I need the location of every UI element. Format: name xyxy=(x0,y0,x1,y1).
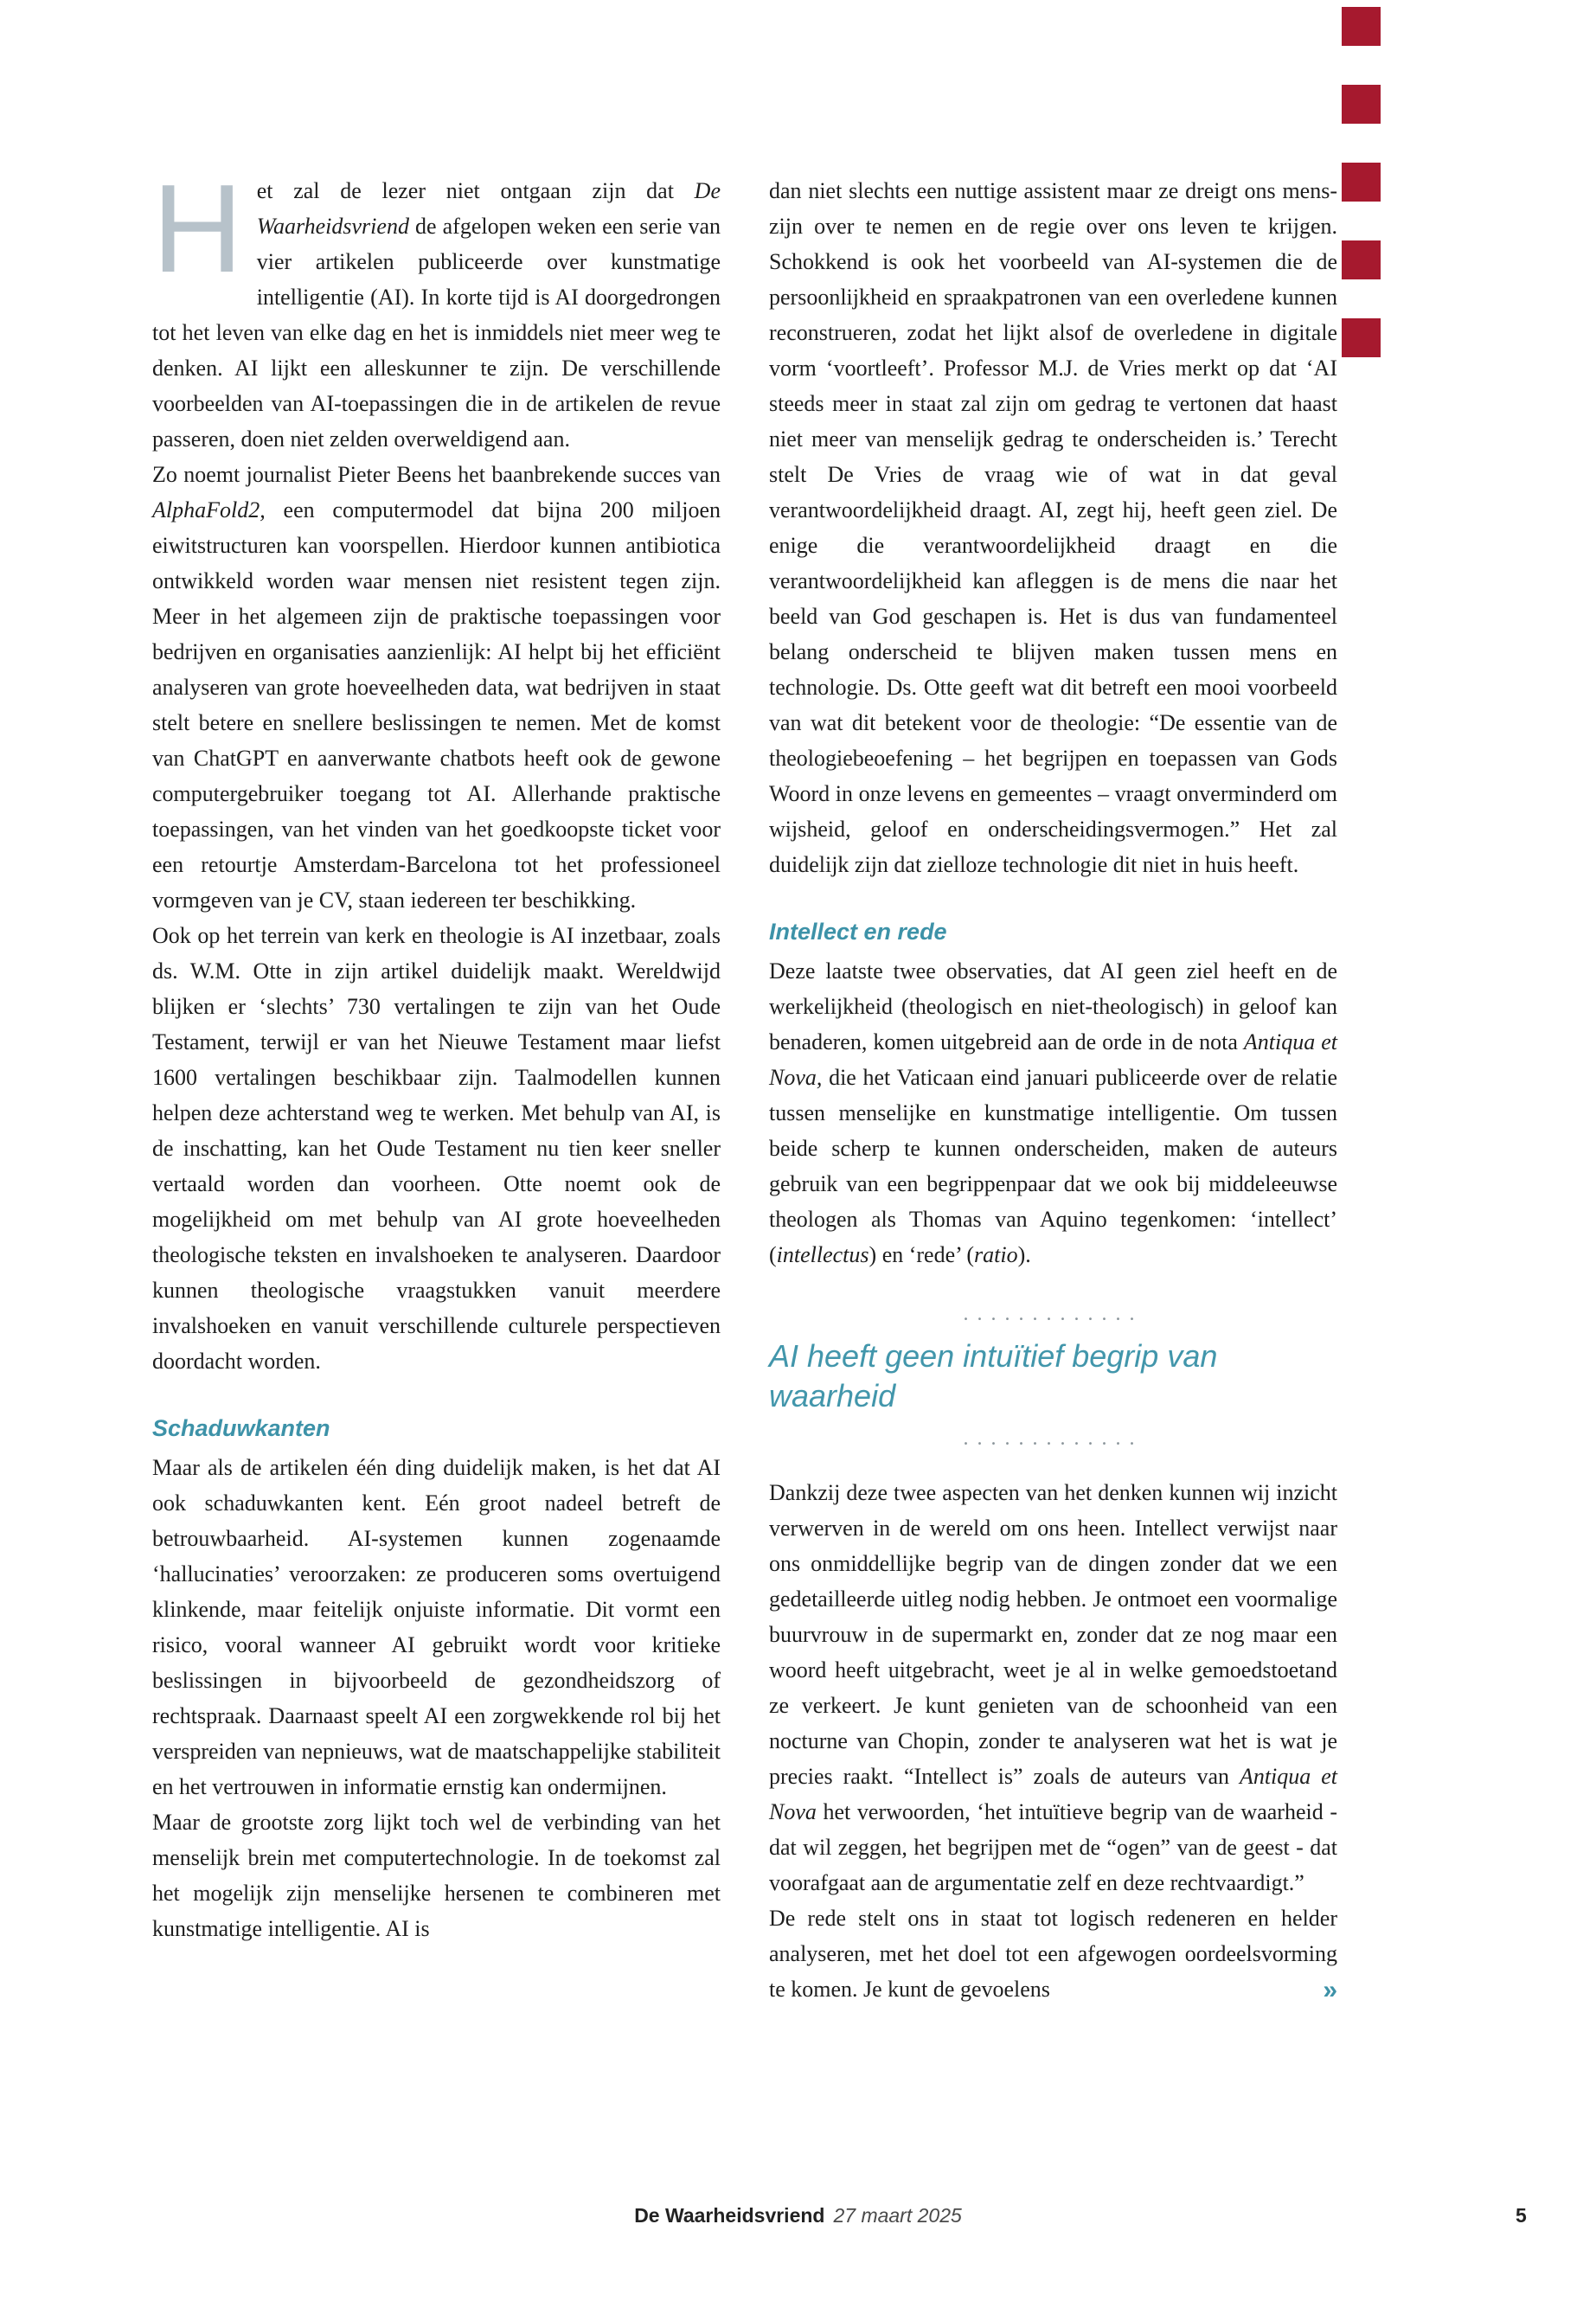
text-run: Deze laatste twee observaties, dat AI geen ziel heeft en de werkelijkheid (theologisch en niet-theologisch) in geloof kan benaderen, komen uitgebreid aan de orde in de nota xyxy=(769,958,1337,1054)
drop-cap: H xyxy=(152,158,243,298)
publication-name: De Waarheidsvriend xyxy=(634,2204,825,2227)
article-body xyxy=(152,158,1338,2007)
red-square xyxy=(1342,163,1381,202)
text-run: ) en ‘rede’ ( xyxy=(869,1242,975,1267)
red-square xyxy=(1342,85,1381,124)
text-run: Antiqua et Nova, xyxy=(769,1029,1338,1090)
text-run: AlphaFold2, xyxy=(152,497,266,522)
text-run: Zo noemt journalist Pieter Beens het baanbrekende succes van xyxy=(152,462,721,487)
page-footer xyxy=(0,2203,1596,2227)
text-run: dan niet slechts een nuttige assistent maar ze dreigt ons mens-zijn over te nemen en de regie over ons leven te krijgen. Schokkend is ook het voorbeeld van AI-systemen die de persoonlijkheid en spraakpatronen van een overledene kunnen reconstrueren, zodat het lijkt alsof de overledene in digitale vorm ‘voortleeft’. Professor M.J. de Vries merkt op dat ‘AI steeds meer in staat zal zijn om gedrag te vertonen dat haast niet meer van menselijk gedrag te onderscheiden is.’ Terecht stelt De Vries de vraag wie of wat in dat geval verantwoordelijkheid draagt. AI, zegt hij, heeft geen ziel. De enige die verantwoordelijkheid draagt en die verantwoordelijkheid kan afleggen is de mens die naar het beeld van God geschapen is. Het is dus van fundamenteel belang onderscheid te blijven maken tussen mens en technologie. Ds. Otte geeft wat dit betreft een mooi voorbeeld van wat dit betekent voor de theologie: “De essentie van de theologiebeoefening – het begrijpen en toepassen van Gods Woord in onze levens en gemeentes – vraagt onverminderd om wijsheid, geloof en onderscheidingsvermogen.” Het zal duidelijk zijn dat zielloze technologie dit niet in huis heeft. xyxy=(769,178,1337,877)
text-run: het verwoorden, ‘het intuïtieve begrip van de waarheid - dat wil zeggen, het begrijpen met de “ogen” van de geest - dat voorafgaat aan de argumentatie zelf en deze rechtvaardigt.” xyxy=(769,1799,1337,1895)
text-run: et zal de lezer niet ontgaan zijn dat xyxy=(256,178,695,203)
page-number: 5 xyxy=(1516,2204,1527,2227)
dotted-divider: ............. xyxy=(963,1427,1144,1450)
issue-date: 27 maart 2025 xyxy=(833,2204,962,2227)
text-run: De rede stelt ons in staat tot logisch redeneren en helder analyseren, met het doel tot een afgewogen oordeelsvorming te komen. Je kunt de gevoelens xyxy=(769,1906,1337,2002)
paragraph xyxy=(769,1475,1337,1900)
pull-quote-block xyxy=(769,1304,1337,1449)
text-run: ratio xyxy=(974,1242,1018,1267)
paragraph xyxy=(152,918,721,1379)
section-heading: Intellect en rede xyxy=(769,919,947,945)
text-run: Maar als de artikelen één ding duidelijk maken, is het dat AI ook schaduwkanten kent. Eén groot nadeel betreft de betrouwbaarheid. AI-systemen kunnen zogenaamde ‘hallucinaties’ veroorzaken: ze produceren soms overtuigend klinkende, maar feitelijk onjuiste informatie. Dit vormt een risico, vooral wanneer AI gebruikt wordt voor kritieke beslissingen in bijvoorbeeld de gezondheidszorg of rechtspraak. Daarnaast speelt AI een zorgwekkende rol bij het verspreiden van nepnieuws, wat de maatschappelijke stabiliteit en het vertrouwen in informatie ernstig kan ondermijnen. xyxy=(152,1455,721,1799)
continued-marker: » xyxy=(1323,1976,1337,2004)
paragraph xyxy=(152,1804,721,1946)
red-squares xyxy=(1342,7,1381,357)
pull-quote: AI heeft geen intuïtief begrip van waarheid xyxy=(769,1338,1218,1413)
paragraph xyxy=(152,1450,721,1804)
text-run: intellectus xyxy=(776,1242,869,1267)
paragraph xyxy=(152,457,721,918)
text-run: Ook op het terrein van kerk en theologie is AI inzetbaar, zoals ds. W.M. Otte in zijn artikel duidelijk maakt. Wereldwijd blijken er ‘slechts’ 730 vertalingen te zijn van het Oude Testament, terwijl er van het Nieuwe Testament maar liefst 1600 vertalingen beschikbaar zijn. Taalmodellen kunnen helpen deze achterstand weg te werken. Met behulp van AI, is de inschatting, kan het Oude Testament nu tien keer sneller vertaald worden dan voorheen. Otte noemt ook de mogelijkheid om met behulp van AI grote hoeveelheden theologische teksten en invalshoeken te analyseren. Daardoor kunnen theologische vraagstukken vanuit meerdere invalshoeken en vanuit verschillende culturele perspectieven doordacht worden. xyxy=(152,923,721,1374)
text-run: Dankzij deze twee aspecten van het denken kunnen wij inzicht verwerven in de wereld om ons heen. Intellect verwijst naar ons onmiddellijke begrip van de dingen zonder dat we een gedetailleerde uitleg nodig hebben. Je ontmoet een voormalige buurvrouw in de supermarkt en, zonder dat ze nog maar een woord heeft uitgebracht, weet je al in welke gemoedstoetand ze verkeert. Je kunt genieten van de schoonheid van een nocturne van Chopin, zonder te analyseren wat het is wat je precies raakt. “Intellect is” zoals de auteurs van xyxy=(769,1480,1337,1789)
text-run: een computermodel dat bijna 200 miljoen eiwitstructuren kan voorspellen. Hierdoor kunnen antibiotica ontwikkeld worden waar mensen niet resistent tegen zijn. Meer in het algemeen zijn de praktische toepassingen voor bedrijven en organisaties aanzienlijk: AI helpt bij het efficiënt analyseren van grote hoeveelheden data, wat bedrijven in staat stelt betere en snellere beslissingen te nemen. Met de komst van ChatGPT en aanverwante chatbots heeft ook de gewone computergebruiker toegang tot AI. Allerhande praktische toepassingen, van het vinden van het goedkoopste ticket voor een retourtje Amsterdam-Barcelona tot het professioneel vormgeven van je CV, staan iedereen ter beschikking. xyxy=(152,497,721,913)
text-run: Antiqua et Nova xyxy=(769,1764,1338,1824)
paragraph xyxy=(769,1900,1337,2007)
red-square xyxy=(1342,318,1381,357)
red-square xyxy=(1342,7,1381,46)
paragraph xyxy=(769,953,1337,1272)
left-column xyxy=(152,158,721,2007)
section-heading: Schaduwkanten xyxy=(152,1415,330,1441)
text-run: die het Vaticaan eind januari publiceerde over de relatie tussen menselijke en kunstmatige intelligentie. Om tussen beide scherp te kunnen onderscheiden, maken de auteurs gebruik van een begrippenpaar dat we ook bij middeleeuwse theologen als Thomas van Aquino tegenkomen: ‘intellect’ ( xyxy=(769,1065,1337,1267)
paragraph xyxy=(152,158,721,457)
text-run: Maar de grootste zorg lijkt toch wel de verbinding van het menselijk brein met computertechnologie. In de toekomst zal het mogelijk zijn menselijke hersenen te combineren met kunstmatige intelligentie. AI is xyxy=(152,1810,721,1941)
right-column xyxy=(769,173,1337,2007)
red-square xyxy=(1342,240,1381,279)
text-run: de afgelopen weken een serie van vier artikelen publiceerde over kunstmatige intelligentie (AI). In korte tijd is AI doorgedrongen tot het leven van elke dag en het is inmiddels niet meer weg te denken. AI lijkt een alleskunner te zijn. De verschillende voorbeelden van AI-toepassingen die in de artikelen de revue passeren, doen niet zelden overweldigend aan. xyxy=(152,214,721,452)
text-run: De Waarheidsvriend xyxy=(256,178,721,239)
paragraph xyxy=(769,173,1337,882)
text-run: ). xyxy=(1017,1242,1031,1267)
dotted-divider: ............. xyxy=(963,1303,1144,1325)
